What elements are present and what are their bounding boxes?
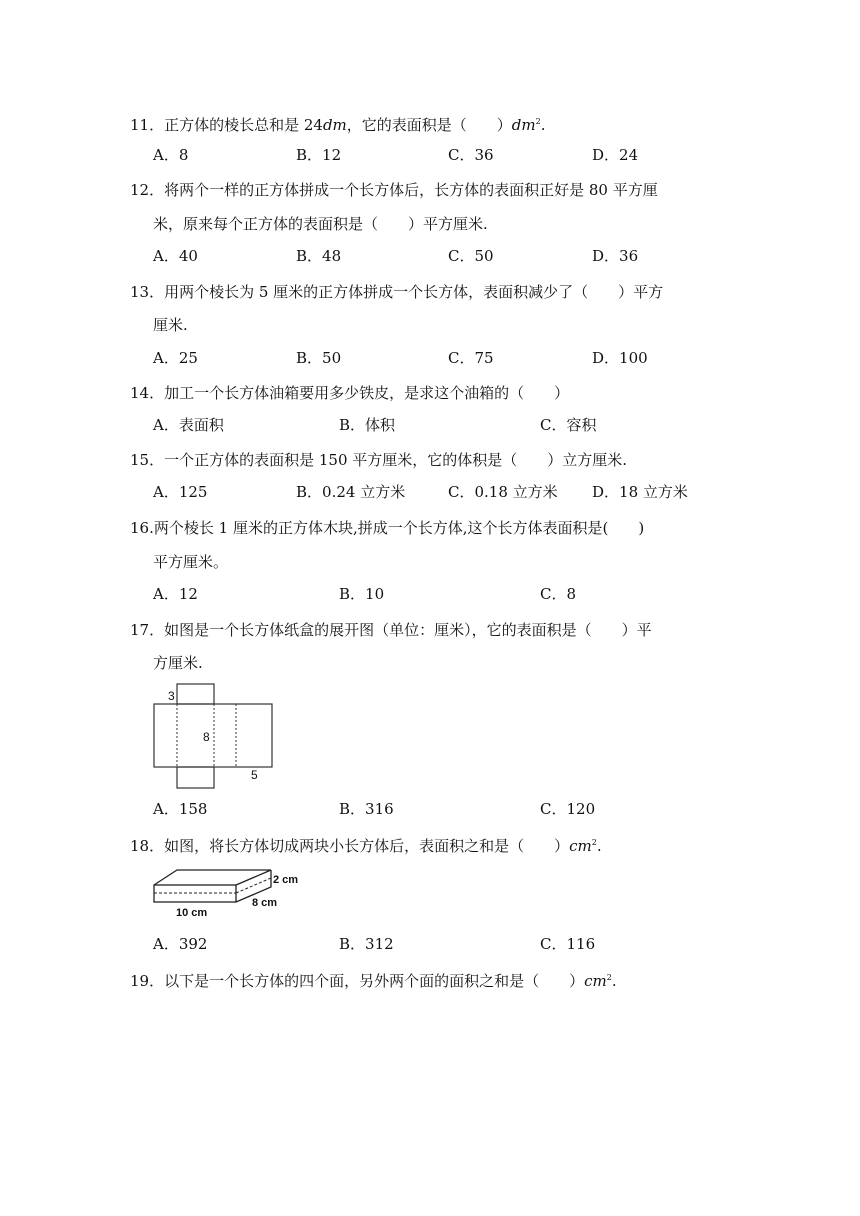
question-text-mid: ，它的表面积是（ ）	[346, 116, 512, 134]
question-number: 13．	[130, 283, 165, 301]
option-c[interactable]: C．8	[540, 585, 577, 603]
question-number: 18．	[130, 837, 165, 855]
options-15	[153, 479, 753, 505]
question-18	[130, 827, 740, 862]
option-d[interactable]: D．36	[592, 247, 639, 265]
option-a[interactable]: A．8	[153, 146, 189, 164]
options-16	[153, 581, 753, 607]
question-text: 一个正方体的表面积是 150 平方厘米，它的体积是（ ）立方厘米.	[164, 451, 628, 469]
option-d[interactable]: D．18 立方米	[592, 483, 688, 501]
option-b[interactable]: B．48	[296, 247, 342, 265]
options-14	[153, 412, 753, 438]
question-text: 如图，将长方体切成两块小长方体后，表面积之和是（ ）	[164, 837, 570, 855]
question-text: 用两个棱长为 5 厘米的正方体拼成一个长方体，表面积减少了（ ）平方	[164, 283, 664, 301]
question-17-line2: 方厘米.	[153, 654, 203, 672]
question-number: 16.	[130, 519, 154, 537]
box-net-figure	[150, 682, 280, 792]
cuboid-label-length: 10 cm	[176, 907, 208, 919]
option-b[interactable]: B．体积	[339, 416, 396, 434]
options-18	[153, 931, 753, 957]
question-number: 11．	[130, 116, 165, 134]
question-text-end: .	[540, 116, 546, 134]
question-13-line2: 厘米.	[153, 316, 188, 334]
option-a[interactable]: A．12	[153, 585, 198, 603]
question-number: 15．	[130, 451, 165, 469]
option-b[interactable]: B．12	[296, 146, 342, 164]
cut-line	[236, 878, 271, 893]
options-17	[153, 796, 753, 822]
question-number: 17．	[130, 621, 165, 639]
net-label-3: 3	[168, 689, 175, 703]
question-16-line2: 平方厘米。	[153, 553, 229, 571]
question-14	[130, 377, 740, 409]
option-b[interactable]: B．0.24 立方米	[296, 483, 406, 501]
question-13	[130, 276, 740, 308]
unit-cm: cm	[584, 972, 607, 990]
option-c[interactable]: C．120	[540, 800, 596, 818]
question-text: 如图是一个长方体纸盒的展开图（单位：厘米），它的表面积是（ ）平	[164, 621, 652, 639]
options-13	[153, 345, 753, 371]
superscript: 2	[535, 117, 541, 126]
question-text: 正方体的棱长总和是 24	[164, 116, 323, 134]
question-16	[130, 512, 740, 544]
option-d[interactable]: D．100	[592, 349, 648, 367]
question-text-end: .	[611, 972, 617, 990]
question-text-end: .	[596, 837, 602, 855]
option-a[interactable]: A．表面积	[153, 416, 224, 434]
superscript: 2	[591, 838, 597, 847]
option-c[interactable]: C．50	[448, 247, 494, 265]
cuboid-top-face	[154, 870, 271, 885]
cuboid-label-height: 2 cm	[273, 874, 299, 886]
options-12	[153, 243, 753, 269]
unit-dm2: dm	[511, 116, 536, 134]
option-a[interactable]: A．158	[153, 800, 208, 818]
option-b[interactable]: B．10	[339, 585, 385, 603]
superscript: 2	[606, 973, 612, 982]
option-c[interactable]: C．116	[540, 935, 596, 953]
cuboid-label-width: 8 cm	[252, 897, 278, 909]
option-d[interactable]: D．24	[592, 146, 639, 164]
question-text: 将两个一样的正方体拼成一个长方体后，长方体的表面积正好是 80 平方厘	[164, 181, 658, 199]
option-c[interactable]: C．36	[448, 146, 494, 164]
cuboid-figure	[150, 864, 310, 922]
option-b[interactable]: B．312	[339, 935, 394, 953]
options-11	[153, 142, 753, 168]
question-number: 14．	[130, 384, 165, 402]
unit-cm: cm	[569, 837, 592, 855]
net-bottom-flap	[177, 767, 214, 788]
option-c[interactable]: C．0.18 立方米	[448, 483, 558, 501]
unit-dm: dm	[322, 116, 347, 134]
net-label-5: 5	[251, 768, 258, 782]
question-number: 12．	[130, 181, 165, 199]
option-b[interactable]: B．50	[296, 349, 342, 367]
option-b[interactable]: B．316	[339, 800, 394, 818]
net-label-8: 8	[203, 730, 210, 744]
option-a[interactable]: A．125	[153, 483, 208, 501]
net-top-flap	[177, 684, 214, 704]
question-text: 两个棱长 1 厘米的正方体木块,拼成一个长方体,这个长方体表面积是( )	[153, 519, 645, 537]
question-text: 加工一个长方体油箱要用多少铁皮，是求这个油箱的（ ）	[164, 384, 570, 402]
question-19	[130, 962, 740, 997]
question-12	[130, 174, 740, 206]
question-17	[130, 614, 740, 646]
option-c[interactable]: C．75	[448, 349, 494, 367]
question-number: 19．	[130, 972, 165, 990]
option-a[interactable]: A．40	[153, 247, 198, 265]
question-text: 以下是一个长方体的四个面，另外两个面的面积之和是（ ）	[164, 972, 585, 990]
net-middle-strip	[154, 704, 272, 767]
option-a[interactable]: A．392	[153, 935, 208, 953]
option-c[interactable]: C．容积	[540, 416, 597, 434]
question-12-line2: 米，原来每个正方体的表面积是（ ）平方厘米.	[153, 215, 488, 233]
question-15	[130, 444, 740, 476]
option-a[interactable]: A．25	[153, 349, 198, 367]
question-11	[130, 106, 740, 141]
